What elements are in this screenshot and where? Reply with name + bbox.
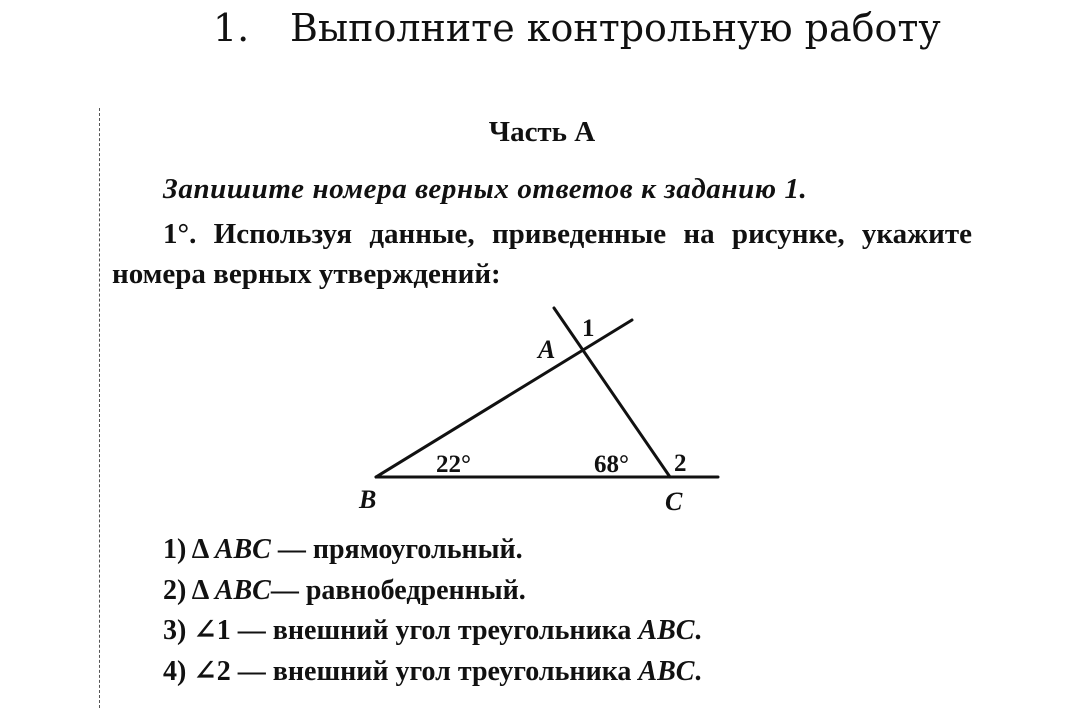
option-4	[163, 652, 701, 693]
option-number: 4)	[163, 655, 187, 687]
option-3	[163, 611, 701, 652]
angle-label-1: 1	[582, 315, 595, 342]
instruction-text: Запишите номера верных ответов к заданию 1.	[163, 173, 808, 205]
page-heading	[213, 4, 941, 52]
triangle-name: ABC	[214, 574, 271, 606]
heading-text: Выполните контрольную работу	[290, 6, 941, 50]
option-1	[163, 530, 701, 571]
option-text: — прямоугольный.	[270, 534, 523, 565]
triangle-name: ABC	[638, 655, 695, 687]
option-2	[163, 571, 701, 612]
option-number: 3)	[163, 615, 187, 646]
angle-symbol: ∠	[193, 615, 217, 646]
vertex-label-c: C	[665, 487, 683, 516]
task-text: 1°. Используя данные, приведенные на рисунке, укажите номера верных утверждений:	[112, 218, 972, 290]
option-punctuation: .	[694, 655, 702, 687]
triangle-symbol: Δ	[191, 574, 208, 606]
angle-c-value: 68°	[594, 451, 629, 478]
vertex-label-b: B	[359, 485, 377, 514]
angle-symbol: ∠	[193, 655, 217, 687]
option-number: 1)	[163, 534, 187, 565]
part-title: Часть А	[488, 116, 596, 148]
cut-line	[99, 108, 100, 708]
angle-label-2: 2	[674, 450, 687, 477]
triangle-name: ABC	[638, 615, 695, 646]
triangle-name: ABC	[214, 534, 271, 565]
option-text: — равнобедренный.	[270, 574, 526, 606]
triangle-symbol: Δ	[191, 534, 208, 565]
option-text: 1 — внешний угол треугольника	[216, 615, 639, 646]
option-punctuation: .	[694, 615, 702, 646]
option-text: 2 — внешний угол треугольника	[216, 655, 639, 687]
heading-number: 1.	[213, 6, 250, 50]
option-number: 2)	[163, 574, 187, 606]
answer-options	[163, 530, 701, 692]
angle-b-value: 22°	[436, 451, 471, 478]
triangle-figure	[340, 300, 740, 520]
vertex-label-a: A	[538, 335, 556, 364]
